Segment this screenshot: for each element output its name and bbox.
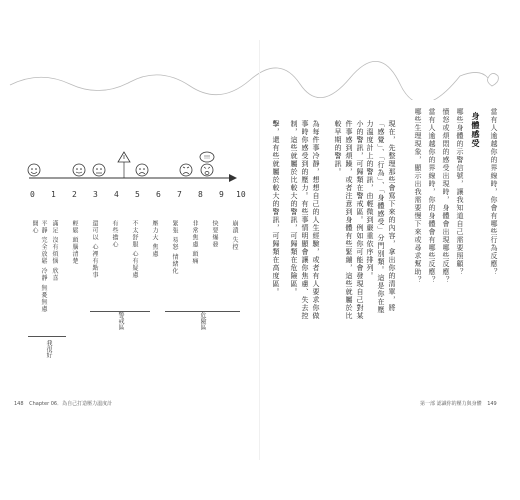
right-page-number: 149 [487, 401, 497, 407]
scale-number-2: 2 [72, 190, 77, 199]
scale-column-3: 還可以 心裡有點事 [91, 220, 98, 279]
left-footer [14, 400, 112, 407]
right-section-title: 第一部 認識你的壓力與身體 [420, 401, 482, 407]
face-icon-0 [28, 164, 40, 176]
section-title: 身體感受 [471, 112, 480, 148]
left-chapter-title: Chapter 06．為自己打造壓力溫度計 [29, 401, 113, 407]
paragraph-2: 小的警訊，可歸類在警戒區。例如你可能會發現自己對某件事感到煩躁，或者注意到身體有些緊繃，這些就屬於比較早期的警訊。 [334, 120, 364, 320]
face-icon-5 [201, 164, 213, 176]
paragraph-4: 擊，還有些就屬於較大的警訊，可歸類在高度區。 [272, 120, 280, 296]
question-2: 哪些身體的示警信號，讓我知道自己需要照顧？ [456, 108, 464, 276]
speech-bubble-icon [200, 152, 214, 162]
scale-number-9: 9 [219, 190, 224, 199]
scale-number-3: 3 [93, 190, 98, 199]
scale-number-8: 8 [198, 190, 203, 199]
scale-number-10: 10 [236, 190, 246, 199]
paragraph-1: 現在，先整理那些會寫下來的內容，拿出你的清單，將「感覺」、「行為」、「身體感受」分門別類。這是你在壓力溫度計上的警訊，由輕微到嚴重依序排列。 [366, 120, 396, 314]
question-1: 當有人逾越你的界線時，你會有哪些行為反應？ [490, 108, 498, 276]
bracket-warning [90, 305, 150, 312]
bracket-danger [165, 305, 240, 312]
bracket-ok [28, 330, 66, 337]
scale-number-1: 1 [51, 190, 56, 199]
bracket-label-danger: 危險區 [199, 312, 206, 330]
warning-triangle-icon [118, 152, 130, 178]
bracket-label-ok: 我很好 [45, 340, 52, 358]
question-3: 憤怒或煩悶的感受出現時，身體會出現哪些反應？ [442, 108, 450, 284]
scale-column-7: 緊張 易怒 情緒化 [171, 220, 178, 275]
face-icon-4 [180, 164, 192, 176]
scale-number-6: 6 [156, 190, 161, 199]
face-icon-3 [136, 164, 148, 176]
question-5: 哪些生理現象，顯示出我需要慢下來或尋求幫助？ [414, 108, 422, 284]
bracket-label-warning: 警戒區 [117, 312, 124, 330]
question-4: 當有人逾越你的界線時，你的身體會有哪些反應？ [428, 108, 436, 284]
scale-column-1: 滿足 沒有煩惱 欣喜 [51, 220, 58, 282]
scale-number-4: 4 [114, 190, 119, 199]
scale-column-0: 平靜 完全放鬆 冷靜 無憂無慮 開心 [31, 220, 47, 313]
face-icon-2 [93, 164, 105, 176]
scale-column-5: 不太舒服 心有疑慮 [131, 220, 138, 279]
left-page-number: 148 [14, 401, 24, 407]
scale-column-8: 非常焦慮 頭痛 [191, 220, 198, 265]
face-icon-1 [73, 164, 85, 176]
scale-column-10: 崩潰 失控 [231, 220, 238, 251]
speech-bubble-text: !!! [203, 155, 211, 161]
scale-column-9: 快要爆發 [211, 220, 218, 248]
right-page [260, 0, 520, 500]
stress-scale [24, 150, 244, 210]
scale-number-5: 5 [135, 190, 140, 199]
right-footer [420, 400, 497, 407]
scale-column-6: 壓力大 焦慮 [151, 220, 158, 258]
scale-number-7: 7 [177, 190, 182, 199]
scale-column-4: 有些擔心 [111, 220, 118, 248]
paragraph-3: 為每件事冷靜，想想自己的人生經驗，或者有人要求你做事時你感受到的壓力。有些事情明顯會讓你焦慮、失去控制，這些就屬於比較大的警訊，可歸類在危險區。 [290, 120, 320, 320]
scale-column-2: 輕鬆 頭腦清楚 [71, 220, 78, 265]
scale-number-0: 0 [30, 190, 35, 199]
